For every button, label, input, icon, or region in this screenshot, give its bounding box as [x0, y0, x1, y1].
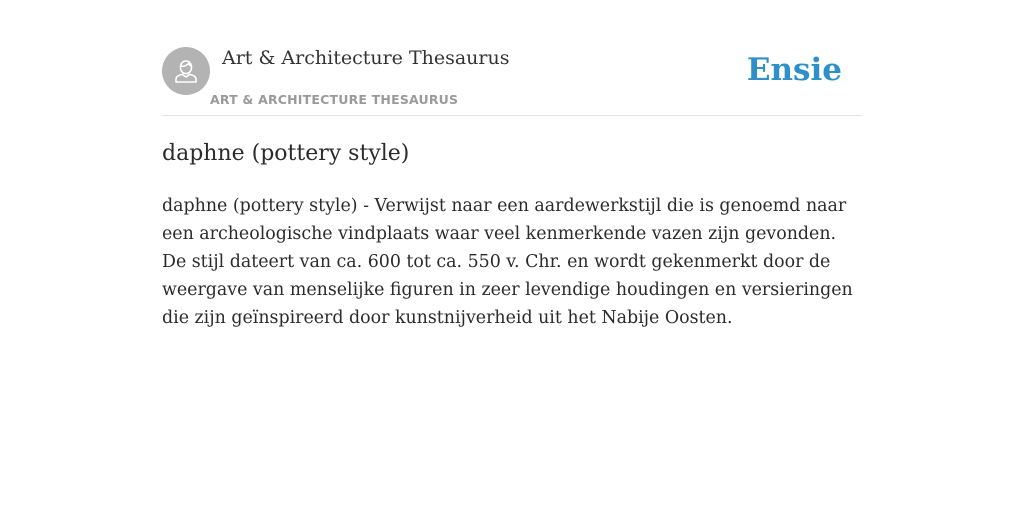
source-subtitle: ART & ARCHITECTURE THESAURUS [210, 92, 459, 107]
entry-body: daphne (pottery style) - Verwijst naar een aardewerkstijl die is genoemd naar een archeologische vindplaats waar veel kenmerkende vazen zijn gevonden. De stijl dateert van ca. 600 tot ca. 550 v. Chr. en wordt gekenmerkt door de weergave van menselijke figuren in zeer levendige houdingen en versieringen die zijn geïnspireerd door kunstnijverheid uit het Nabije Oosten. [162, 196, 853, 328]
ensie-logo[interactable]: Ensie [746, 52, 842, 88]
content-container [162, 0, 862, 328]
source-header [162, 0, 862, 116]
avatar[interactable] [162, 47, 210, 95]
source-title[interactable]: Art & Architecture Thesaurus [222, 47, 510, 69]
entry-title: daphne (pottery style) [162, 141, 410, 166]
user-outline-icon [171, 56, 201, 86]
